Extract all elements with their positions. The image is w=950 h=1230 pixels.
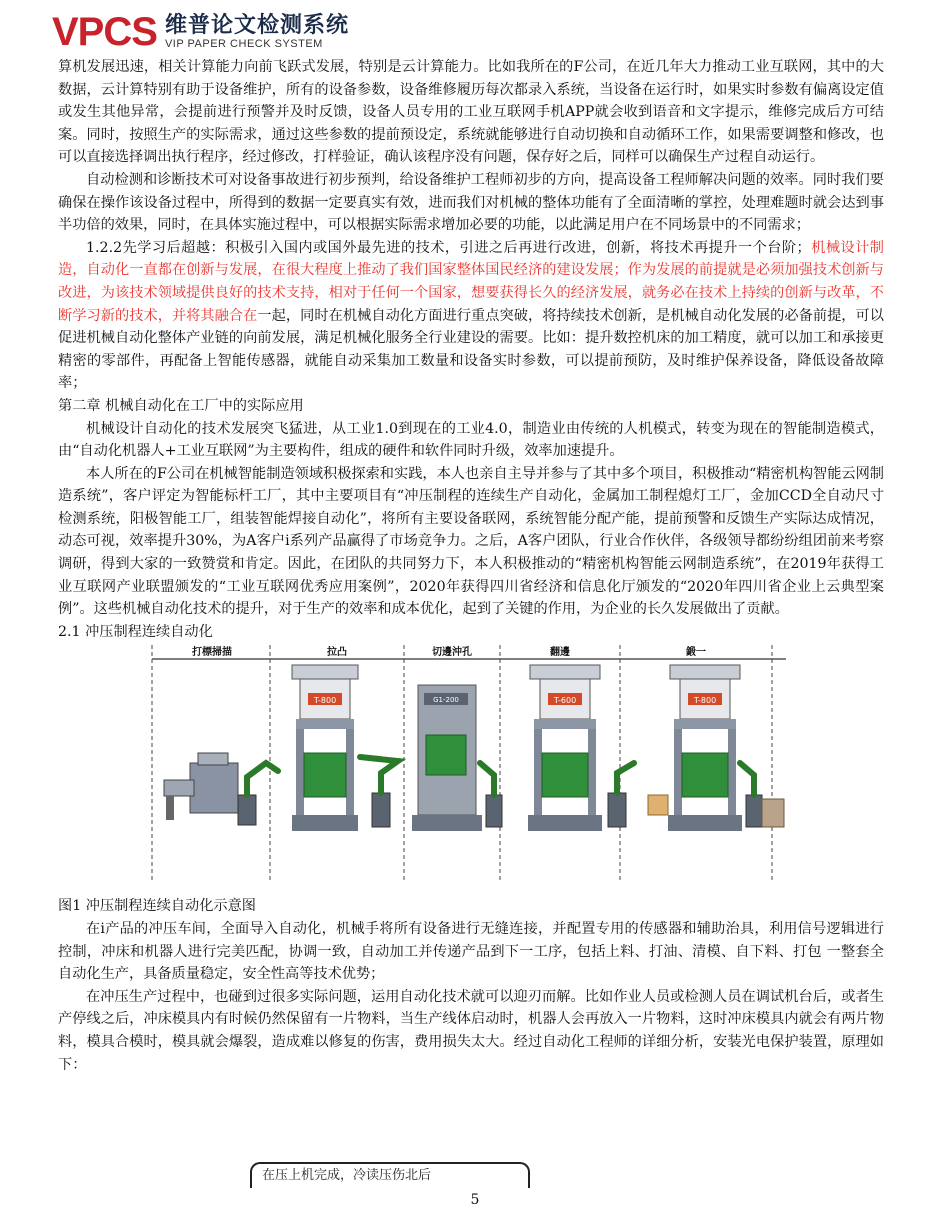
robot-arm-icon xyxy=(608,763,634,827)
press-label: T-800 xyxy=(313,696,337,706)
paragraph: 本人所在的F公司在机械智能制造领域积极探索和实践，本人也亲自主导并参与了其中多个项目，积极推动“精密机构智能云网制造系统”，客户评定为智能标杆工厂，其中主要项目有“冲压制程的连续生产自动化，金属加工制程熄灯工厂，金加CCD全自动尺寸检测系统，阳极智能工厂，组装智能焊接自动化”，将所有主要设备联网，系统智能分配产能，提前预警和反馈生产实际达成情况，动态可视，效率提升30%，为A客户i系列产品赢得了市场竞争力。之后，A客户团队，行业合作伙伴，各级领导都纷纷组团前来考察调研，得到大家的一致赞赏和肯定。因此，在团队的共同努力下，本人积极推动的“精密机构智能云网制造系统”，在2019年获得工业互联网产业联盟颁发的“工业互联网优秀应用案例”，2020年获得四川省经济和信息化厅颁发的“2020年四川省企业上云典型案例”。这些机械自动化技术的提升，对于生产的效率和成本优化，起到了关键的作用，为企业的长久发展做出了贡献。 xyxy=(58,465,884,618)
logo-en: VIP PAPER CHECK SYSTEM xyxy=(164,37,323,50)
paragraph-highlight xyxy=(58,237,884,395)
station-label: 切邊沖孔 xyxy=(432,647,472,659)
paragraph: 机械设计自动化的技术发展突飞猛进，从工业1.0到现在的工业4.0，制造业由传统的人机模式，转变为现在的智能制造模式，由“自动化机器人+工业互联网”为主要构件，组成的硬件和软件同时升级，效率加速提升。 xyxy=(58,420,884,460)
press-label: T-600 xyxy=(553,696,577,706)
document-body xyxy=(58,56,884,1076)
vpcs-logo xyxy=(52,10,349,54)
paragraph: 在冲压生产过程中，也碰到过很多实际问题，运用自动化技术就可以迎刃而解。比如作业人员或检测人员在调试机台后，或者生产停线之后，冲床模具内有时候仍然保留有一片物料，当生产线体启动时，机器人会再放入一片物料，这时冲床模具内就会有两片物料，模具合模时，模具就会爆裂，造成难以修复的伤害，费用损失太大。经过自动化工程师的详细分析，安装光电保护装置，原理如下： xyxy=(58,988,884,1073)
page-number: 5 xyxy=(470,1192,480,1208)
logo-cn: 维普论文检测系统 xyxy=(164,12,349,38)
output-cart-icon xyxy=(762,799,784,827)
paragraph: 自动检测和诊断技术可对设备事故进行初步预判，给设备维护工程师初步的方向，提高设备工程师解决问题的效率。同时我们要确保在操作该设备过程中，所得到的数据一定要真实有效，进而我们对机械的整体功能有了全面清晰的掌控，处理难题时就会达到事半功倍的效果，同时，在具体实施过程中，可以根据实际需求增加必要的功能，以此满足用户在不同场景中的不同需求； xyxy=(58,171,884,234)
press-machine-icon xyxy=(668,665,742,831)
robot-arm-icon xyxy=(360,757,398,827)
chapter-heading: 第二章 机械自动化在工厂中的实际应用 xyxy=(58,397,304,414)
stamping-line-figure xyxy=(58,643,884,895)
press-label: G1-200 xyxy=(433,696,459,705)
conveyor-icon xyxy=(648,795,668,815)
press-label: T-800 xyxy=(693,696,717,706)
logo-text xyxy=(165,14,349,51)
station-label: 鍛一 xyxy=(686,647,706,659)
robot-arm-icon xyxy=(740,763,762,827)
station-label: 翻邊 xyxy=(550,647,570,659)
press-machine-icon xyxy=(292,665,358,831)
paragraph: 在i产品的冲压车间，全面导入自动化，机械手将所有设备进行无缝连接，并配置专用的传感器和辅助治具，利用信号逻辑进行控制，冲床和机器人进行完美匹配，协调一致，自动加工并传递产品到下一工序，包括上料、打油、清模、自下料、打包 一整套全自动化生产，具备质量稳定，安全性高等技术优势； xyxy=(58,921,884,983)
robot-arm-icon xyxy=(480,763,502,827)
logo-mark: VPCS xyxy=(52,10,157,54)
stamping-line-diagram xyxy=(150,645,790,885)
press-machine-icon xyxy=(528,665,602,831)
highlighted-text: 机械设计制造，自动化一直都在创新与发展，在很大程度上推动了我们国家整体国民经济的建设发展；作为发展的前提就是必须加强技术创新与改进，为该技术领域提供良好的技术支持，相对于任何一个国家，想要获得长久的经济发展，就务必在技术上持续的创新与改革，不断学习新的技术，并将其融合在 xyxy=(58,239,884,324)
press-machine-icon xyxy=(412,685,482,831)
robot-arm-icon xyxy=(238,763,278,825)
station-label: 拉凸 xyxy=(327,647,347,659)
figure-caption: 图1 冲压制程连续自动化示意图 xyxy=(58,898,256,915)
paragraph-text: 1.2.2先学习后超越：积极引入国内或国外最先进的技术，引进之后再进行改进，创新，将技术再提升一个台阶； xyxy=(86,239,811,256)
scanner-station xyxy=(164,753,238,820)
paragraph: 算机发展迅速，相关计算能力向前飞跃式发展，特别是云计算能力。比如我所在的F公司，在近几年大力推动工业互联网，其中的大数据，云计算特别有助于设备维护，所有的设备参数，设备维修履历每次都录入系统，当设备在运行时，如果实时参数有偏离设定值或发生其他异常，会提前进行预警并及时反馈，设备人员专用的工业互联网手机APP就会收到语音和文字提示，维修完成后方可结案。同时，按照生产的实际需求，通过这些参数的提前预设定，系统就能够进行自动切换和自动循环工作，如果需要调整和修改，也可以直接选择调出执行程序，经过修改，打样验证，确认该程序没有问题，保存好之后，同样可以确保生产过程自动运行。 xyxy=(58,59,884,166)
section-heading: 2.1 冲压制程连续自动化 xyxy=(58,623,213,640)
paragraph-text: 一起，同时在机械自动化方面进行重点突破，将持续技术创新，是机械自动化发展的必备前提，可以促进机械自动化整体产业链的向前发展，满足机械化服务全行业建设的需要。比如：提升数控机床的加工精度，就可以加工和承接更精密的零部件，再配备上智能传感器，就能自动采集加工数量和设备实时参数，可以提前预防，及时维护保养设备，降低设备故障率； xyxy=(58,307,884,392)
principle-diagram-box: 在压上机完成，冷读压伤北后 xyxy=(250,1162,530,1188)
station-label: 打標掃描 xyxy=(192,647,232,659)
